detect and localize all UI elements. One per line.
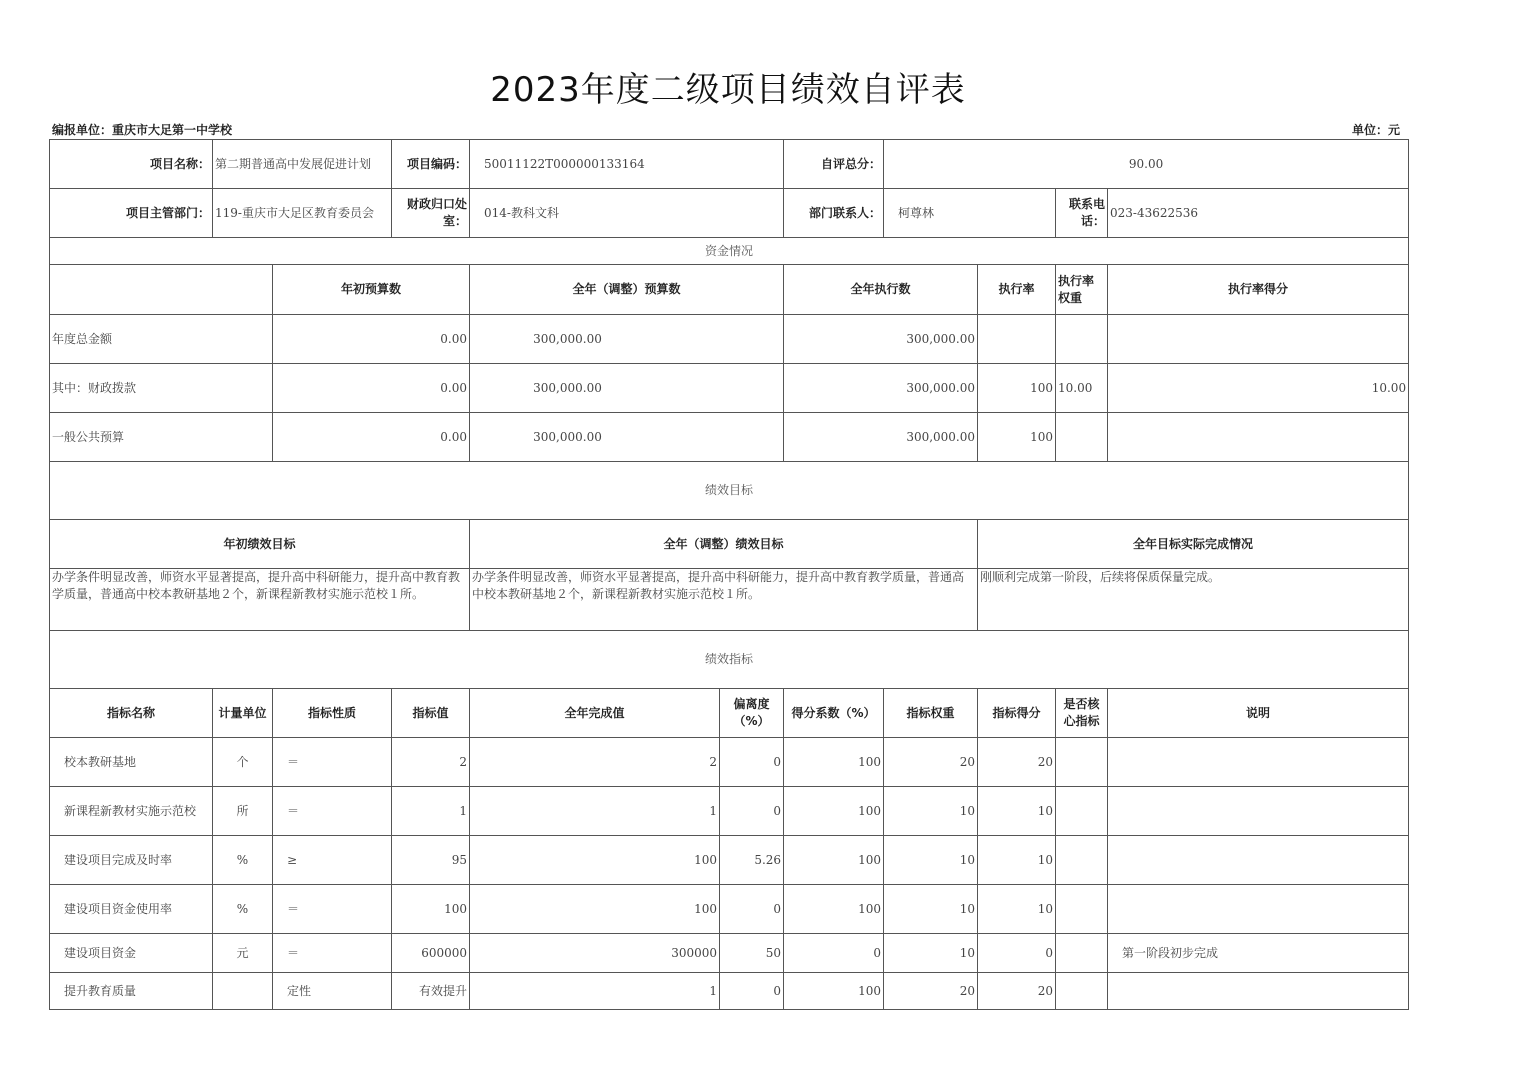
indicator-score: 20 [978, 738, 1056, 787]
funds-rate: 100 [978, 364, 1056, 413]
funds-header: 执行率得分 [1108, 265, 1409, 315]
indicator-target: 100 [392, 885, 470, 934]
indicator-actual: 100 [470, 836, 720, 885]
indicator-actual: 300000 [470, 934, 720, 973]
indicator-actual: 2 [470, 738, 720, 787]
indicator-coef: 0 [784, 934, 884, 973]
indicator-weight: 10 [884, 836, 978, 885]
funds-rate [978, 315, 1056, 364]
goal-actual: 刚顺利完成第一阶段，后续将保质保量完成。 [978, 569, 1409, 631]
funds-adjusted: 300,000.00 [470, 413, 784, 462]
indicator-core [1056, 787, 1108, 836]
indicator-unit [213, 973, 273, 1010]
indicator-score: 10 [978, 787, 1056, 836]
funds-score [1108, 413, 1409, 462]
currency-unit: 单位：元 [1352, 123, 1401, 137]
funds-executed: 300,000.00 [784, 315, 978, 364]
indicator-header: 指标名称 [50, 689, 213, 738]
indicator-header: 说明 [1108, 689, 1409, 738]
goal-initial: 办学条件明显改善，师资水平显著提高，提升高中科研能力，提升高中教育教学质量，普通高中校本教研基地２个，新课程新教材实施示范校１所。 [50, 569, 470, 631]
indicator-header: 计量单位 [213, 689, 273, 738]
indicator-name: 新课程新教材实施示范校 [50, 787, 213, 836]
indicator-score: 20 [978, 973, 1056, 1010]
indicator-header: 指标得分 [978, 689, 1056, 738]
indicator-nature: ≥ [273, 836, 392, 885]
funds-adjusted: 300,000.00 [470, 364, 784, 413]
indicator-deviation: 5.26 [720, 836, 784, 885]
table-row [50, 364, 1409, 413]
goals-header: 年初绩效目标 [50, 520, 470, 569]
indicator-note: 第一阶段初步完成 [1108, 934, 1409, 973]
indicator-core [1056, 973, 1108, 1010]
indicator-name: 校本教研基地 [50, 738, 213, 787]
indicator-nature: ＝ [273, 934, 392, 973]
goals-section: 绩效目标 [50, 462, 1409, 520]
project-name: 第二期普通高中发展促进计划 [213, 140, 392, 189]
indicator-actual: 100 [470, 885, 720, 934]
indicator-deviation: 0 [720, 787, 784, 836]
finance-office: 014-教科文科 [470, 189, 784, 238]
indicator-unit: % [213, 836, 273, 885]
funds-row-label: 其中：财政拨款 [50, 364, 273, 413]
finance-office-label: 财政归口处室： [392, 189, 470, 238]
indicator-note [1108, 787, 1409, 836]
indicator-score: 10 [978, 885, 1056, 934]
page-title: 2023年度二级项目绩效自评表 [490, 70, 966, 110]
indicator-nature: 定性 [273, 973, 392, 1010]
funds-rate: 100 [978, 413, 1056, 462]
funds-header: 全年（调整）预算数 [470, 265, 784, 315]
funds-initial: 0.00 [273, 364, 470, 413]
indicator-name: 建设项目资金使用率 [50, 885, 213, 934]
indicator-coef: 100 [784, 836, 884, 885]
evaluation-table [49, 139, 1409, 1010]
reporting-unit: 编报单位：重庆市大足第一中学校 [52, 123, 233, 137]
funds-initial: 0.00 [273, 315, 470, 364]
indicator-coef: 100 [784, 787, 884, 836]
contact-label: 部门联系人： [784, 189, 884, 238]
funds-header-blank [50, 265, 273, 315]
funds-adjusted: 300,000.00 [470, 315, 784, 364]
funds-executed: 300,000.00 [784, 413, 978, 462]
funds-executed: 300,000.00 [784, 364, 978, 413]
indicator-nature: ＝ [273, 738, 392, 787]
project-code-label: 项目编码： [392, 140, 470, 189]
indicator-header: 指标权重 [884, 689, 978, 738]
table-row [50, 973, 1409, 1010]
indicator-unit: 个 [213, 738, 273, 787]
indicator-deviation: 50 [720, 934, 784, 973]
indicator-header: 指标性质 [273, 689, 392, 738]
funds-header: 全年执行数 [784, 265, 978, 315]
indicator-target: 2 [392, 738, 470, 787]
table-row [50, 315, 1409, 364]
indicator-actual: 1 [470, 973, 720, 1010]
indicator-nature: ＝ [273, 885, 392, 934]
indicator-name: 提升教育质量 [50, 973, 213, 1010]
indicator-note [1108, 973, 1409, 1010]
goal-adjusted: 办学条件明显改善，师资水平显著提高，提升高中科研能力，提升高中教育教学质量，普通高中校本教研基地２个，新课程新教材实施示范校１所。 [470, 569, 978, 631]
table-row [50, 885, 1409, 934]
indicator-weight: 10 [884, 885, 978, 934]
indicator-coef: 100 [784, 738, 884, 787]
indicator-coef: 100 [784, 885, 884, 934]
indicator-header: 指标值 [392, 689, 470, 738]
self-score-label: 自评总分： [784, 140, 884, 189]
funds-weight [1056, 315, 1108, 364]
table-row [50, 413, 1409, 462]
indicator-header: 全年完成值 [470, 689, 720, 738]
contact: 柯尊林 [884, 189, 1056, 238]
dept: 119-重庆市大足区教育委员会 [213, 189, 392, 238]
phone-label: 联系电话： [1056, 189, 1108, 238]
project-name-label: 项目名称： [50, 140, 213, 189]
indicator-header: 得分系数（%） [784, 689, 884, 738]
indicator-core [1056, 738, 1108, 787]
funds-row-label: 一般公共预算 [50, 413, 273, 462]
indicator-header: 是否核心指标 [1056, 689, 1108, 738]
indicator-actual: 1 [470, 787, 720, 836]
indicator-name: 建设项目资金 [50, 934, 213, 973]
funds-score: 10.00 [1108, 364, 1409, 413]
indicator-core [1056, 836, 1108, 885]
indicator-score: 0 [978, 934, 1056, 973]
project-code: 50011122T000000133164 [470, 140, 784, 189]
indicator-nature: ＝ [273, 787, 392, 836]
table-row [50, 934, 1409, 973]
indicator-weight: 10 [884, 787, 978, 836]
funds-header: 年初预算数 [273, 265, 470, 315]
phone: 023-43622536 [1108, 189, 1409, 238]
indicator-note [1108, 885, 1409, 934]
funds-score [1108, 315, 1409, 364]
goals-header: 全年目标实际完成情况 [978, 520, 1409, 569]
indicator-core [1056, 885, 1108, 934]
funds-row-label: 年度总金额 [50, 315, 273, 364]
indicator-note [1108, 738, 1409, 787]
indicator-name: 建设项目完成及时率 [50, 836, 213, 885]
table-row [50, 738, 1409, 787]
indicator-deviation: 0 [720, 973, 784, 1010]
indicator-target: 1 [392, 787, 470, 836]
funds-header: 执行率 [978, 265, 1056, 315]
indicator-weight: 10 [884, 934, 978, 973]
self-score: 90.00 [884, 140, 1409, 189]
funds-section: 资金情况 [50, 238, 1409, 265]
dept-label: 项目主管部门： [50, 189, 213, 238]
indicator-target: 95 [392, 836, 470, 885]
funds-header: 执行率权重 [1056, 265, 1108, 315]
indicator-target: 有效提升 [392, 973, 470, 1010]
indicator-deviation: 0 [720, 885, 784, 934]
funds-weight [1056, 413, 1108, 462]
indicator-unit: % [213, 885, 273, 934]
table-row [50, 836, 1409, 885]
indicator-core [1056, 934, 1108, 973]
goals-header: 全年（调整）绩效目标 [470, 520, 978, 569]
indicator-note [1108, 836, 1409, 885]
indicator-weight: 20 [884, 738, 978, 787]
indicator-header: 偏离度（%） [720, 689, 784, 738]
indicator-weight: 20 [884, 973, 978, 1010]
funds-initial: 0.00 [273, 413, 470, 462]
indicator-unit: 元 [213, 934, 273, 973]
indicator-unit: 所 [213, 787, 273, 836]
indicator-target: 600000 [392, 934, 470, 973]
indicators-section: 绩效指标 [50, 631, 1409, 689]
indicator-deviation: 0 [720, 738, 784, 787]
indicator-score: 10 [978, 836, 1056, 885]
indicator-coef: 100 [784, 973, 884, 1010]
table-row [50, 787, 1409, 836]
funds-weight: 10.00 [1056, 364, 1108, 413]
